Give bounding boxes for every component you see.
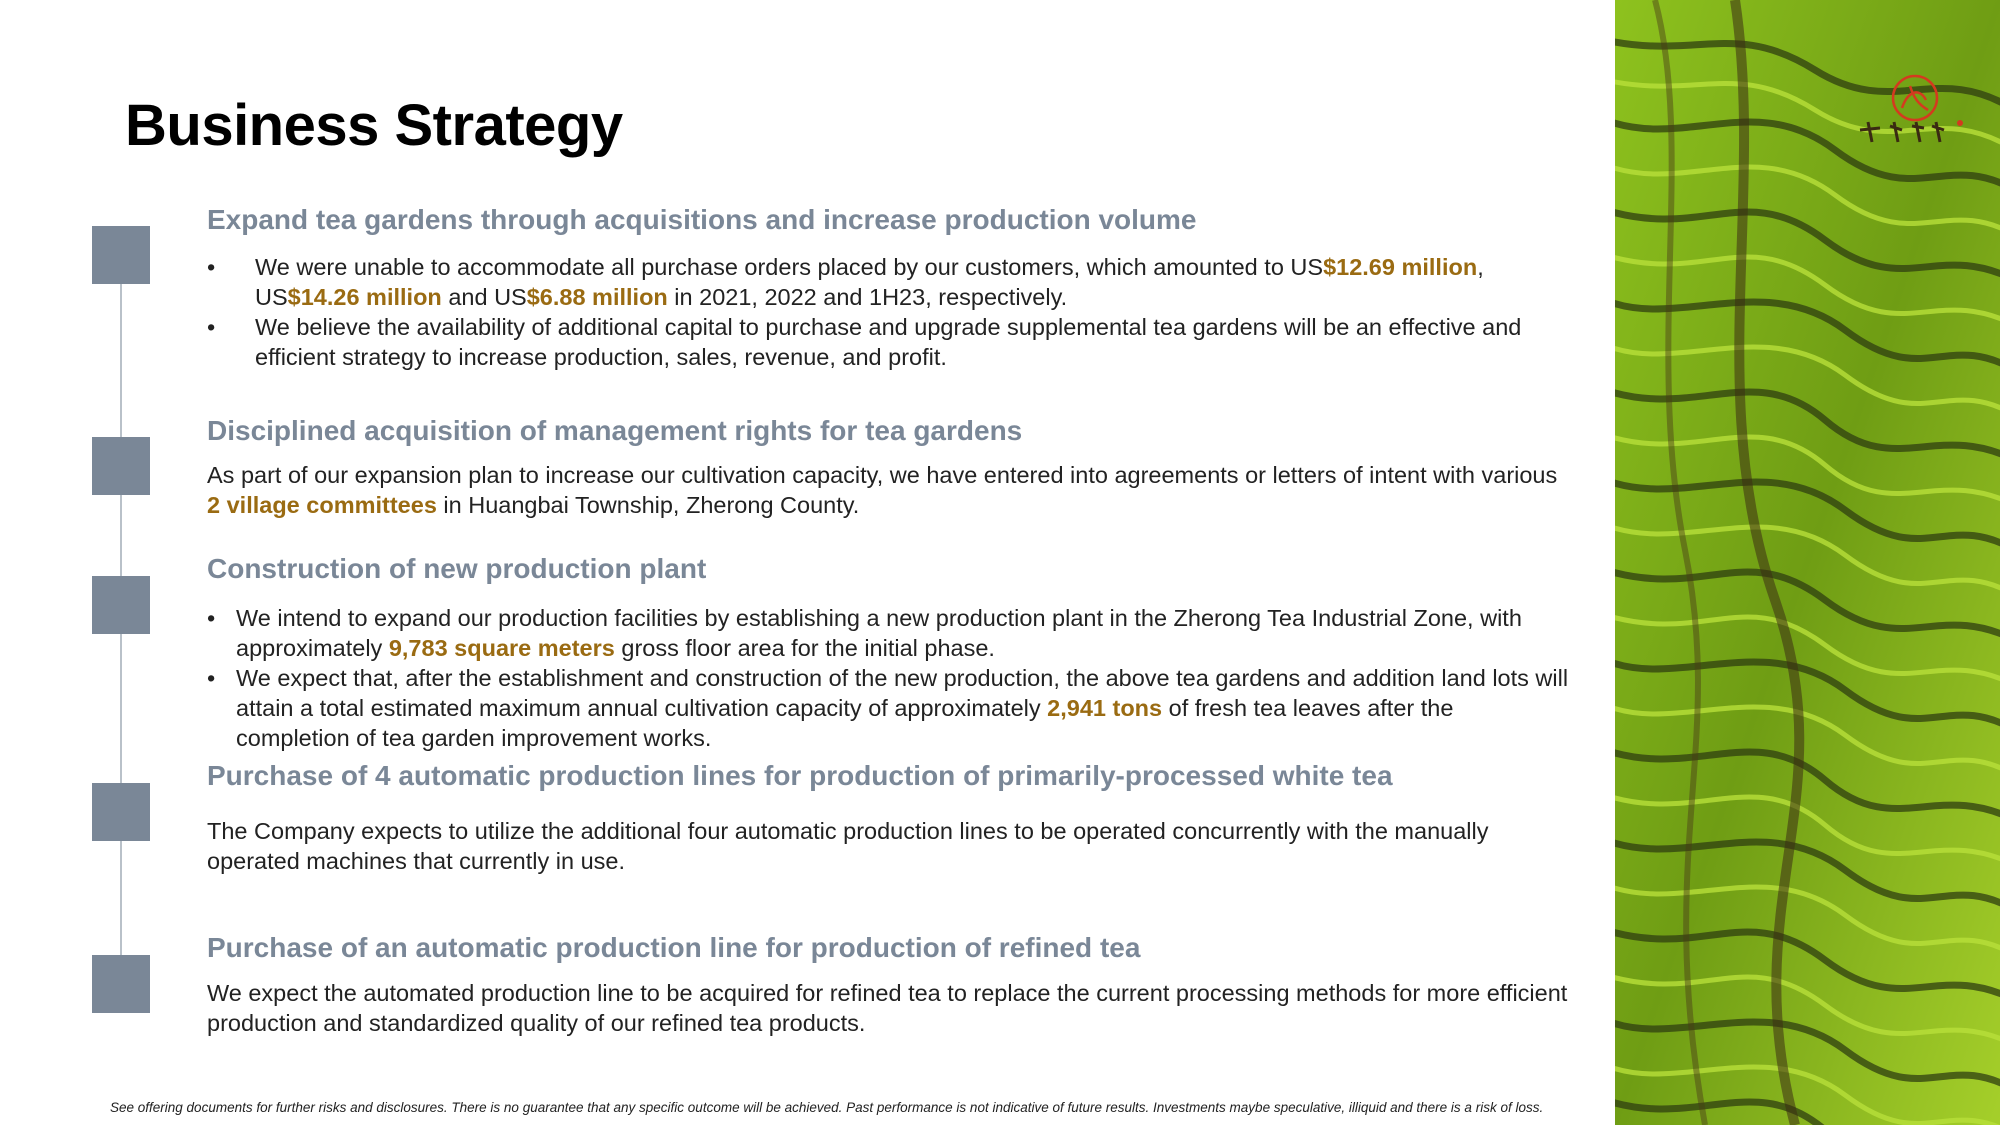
timeline-marker-3 (92, 576, 150, 634)
bullet-item (207, 252, 1572, 312)
text-segment: in Huangbai Township, Zherong County. (436, 492, 860, 518)
company-logo-seal (1820, 70, 1970, 150)
section-heading: Purchase of 4 automatic production lines for production of primarily-processed white tea (207, 760, 1393, 791)
disclaimer-footer: See offering documents for further risks and disclosures. There is no guarantee that any specific outcome will be achieved. Past performance is not indicative of future results. Investments maybe speculative, illiquid and there is a risk of loss. (110, 1100, 1544, 1115)
text-segment: We intend to expand our production facilities by establishing a new production plant in the Zherong Tea Industrial Zone, with approximately (236, 605, 1522, 661)
bullet-dot: • (207, 665, 216, 691)
section-heading: Construction of new production plant (207, 553, 707, 584)
strategy-section-5 (207, 932, 1572, 1038)
strategy-section-2 (207, 415, 1572, 520)
timeline-marker-1 (92, 226, 150, 284)
bullet-item (207, 663, 1572, 753)
bullet-item (207, 603, 1572, 663)
bullet-dot: • (207, 254, 216, 280)
highlighted-figure: $12.69 million (1323, 254, 1478, 280)
bullet-dot: • (207, 314, 216, 340)
strategy-section-4 (207, 760, 1572, 876)
highlighted-figure: 2,941 tons (1047, 695, 1163, 721)
bullet-dot: • (207, 605, 216, 631)
text-segment: gross floor area for the initial phase. (614, 635, 995, 661)
tea-plantation-image (1615, 0, 2000, 1125)
text-segment: We expect that, after the establishment and construction of the new production, the above tea gardens and addition land lots will attain a total estimated maximum annual cultivation capacity of approximately (236, 665, 1569, 721)
text-segment: of fresh tea leaves after the completion of tea garden improvement works. (236, 695, 1454, 751)
section-heading: Purchase of an automatic production line for production of refined tea (207, 932, 1141, 963)
text-segment: in 2021, 2022 and 1H23, respectively. (667, 284, 1068, 310)
timeline-marker-5 (92, 955, 150, 1013)
section-heading: Expand tea gardens through acquisitions and increase production volume (207, 204, 1197, 235)
section-paragraph (207, 460, 1572, 520)
section-paragraph (207, 816, 1572, 876)
strategy-section-3 (207, 553, 1572, 753)
text-segment: We believe the availability of additional capital to purchase and upgrade supplemental tea gardens will be an effective and efficient strategy to increase production, sales, revenue, and profit. (255, 314, 1522, 370)
highlighted-figure: 9,783 square meters (388, 635, 615, 661)
text-segment: The Company expects to utilize the additional four automatic production lines to be operated concurrently with the manually operated machines that currently in use. (207, 818, 1489, 874)
bullet-item (207, 312, 1572, 372)
text-segment: We expect the automated production line to be acquired for refined tea to replace the current processing methods for more efficient production and standardized quality of our refined tea products. (207, 980, 1568, 1036)
bullet-list (207, 252, 1572, 372)
text-segment: As part of our expansion plan to increase our cultivation capacity, we have entered into agreements or letters of intent with various (207, 462, 1558, 488)
bullet-text (236, 605, 1522, 661)
highlighted-figure: $6.88 million (526, 284, 668, 310)
terraced-tea-plantation-aerial-photo (1615, 0, 2000, 1125)
bullet-text (236, 665, 1568, 751)
strategy-section-1 (207, 204, 1572, 372)
timeline-marker-4 (92, 783, 150, 841)
section-paragraph (207, 978, 1572, 1038)
bullet-list (207, 603, 1572, 753)
text-segment: We were unable to accommodate all purchase orders placed by our customers, which amounted to US (255, 254, 1324, 280)
bullet-text (255, 314, 1521, 370)
highlighted-figure: 2 village committees (207, 492, 437, 518)
bullet-text (255, 254, 1484, 310)
highlighted-figure: $14.26 million (287, 284, 442, 310)
text-segment: , US (255, 254, 1484, 310)
timeline-marker-2 (92, 437, 150, 495)
section-heading: Disciplined acquisition of management rights for tea gardens (207, 415, 1023, 446)
page-title: Business Strategy (125, 93, 623, 158)
text-segment: and US (441, 284, 527, 310)
